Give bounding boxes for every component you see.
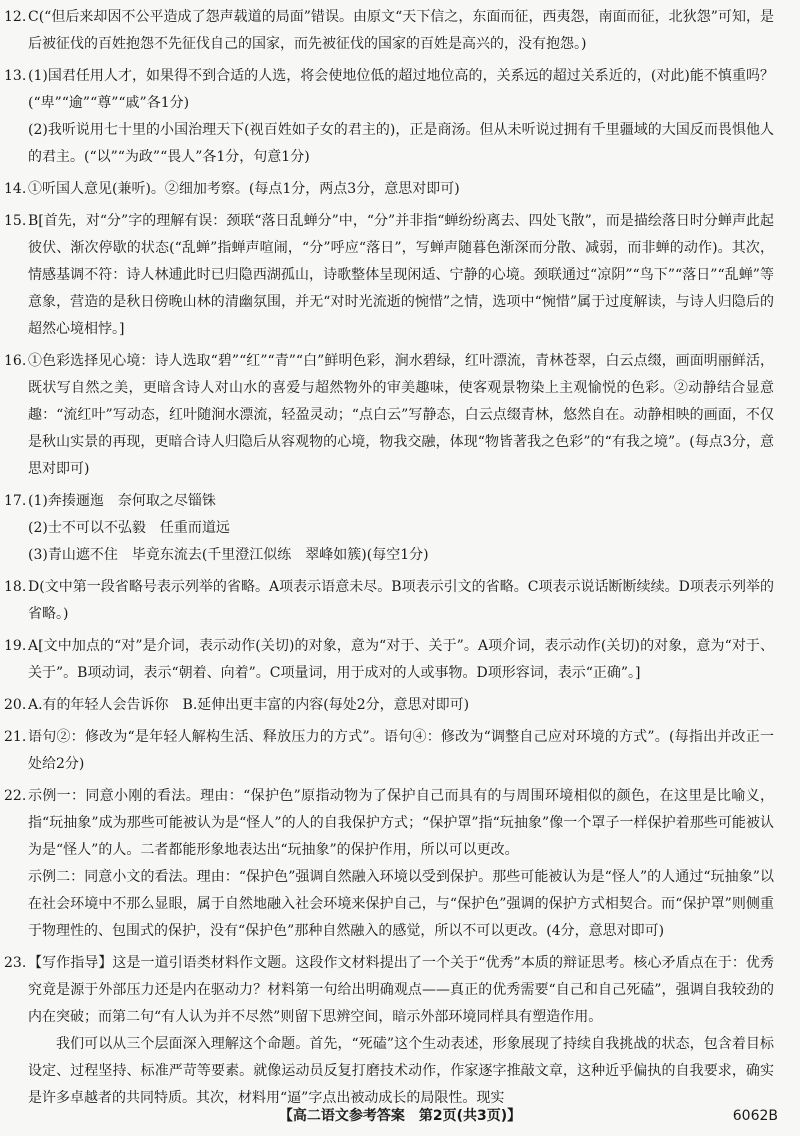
answer-text: D(文中第一段省略号表示列举的省略。A项表示语意未尽。B项表示引文的省略。C项表示说话断断续续。D项表示列举的省略。) — [28, 579, 774, 622]
answer-19 — [0, 633, 800, 687]
question-number: 23. — [4, 955, 27, 971]
answer-13 — [0, 63, 800, 171]
question-number: 19. — [4, 638, 27, 654]
answer-text: (1)国君任用人才，如果得不到合适的人选，将会使地位低的超过地位高的，关系远的超过关系近的，(对此)能不慎重吗？(“卑”“逾”“尊”“戚”各1分) — [28, 68, 774, 111]
question-number: 12. — [4, 9, 27, 25]
answer-text: A.有的年轻人会告诉你 B.延伸出更丰富的内容(每处2分，意思对即可) — [28, 697, 470, 713]
question-number: 16. — [4, 353, 27, 369]
answer-14 — [0, 176, 800, 203]
question-number: 15. — [4, 213, 27, 229]
answer-text: 示例二：同意小文的看法。理由：“保护色”强调自然融入环境以受到保护。那些可能被认为是“怪人”的人通过“玩抽象”以在社会环境中不那么显眼，属于自然地融入社会环境来保护自己，与“保护色”强调的保护方式相契合。而“保护罩”则侧重于物理性的、包围式的保护，没有“保护色”那种自然融入的感觉，所以不可以更改。(4分，意思对即可) — [28, 869, 774, 939]
question-number: 20. — [4, 697, 27, 713]
answer-text: (3)青山遮不住 毕竟东流去(千里澄江似练 翠峰如簇)(每空1分) — [28, 547, 429, 563]
question-number: 17. — [4, 493, 27, 509]
answer-text: C(“但后来却因不公平造成了怨声载道的局面”错误。由原文“天下信之，东面而征，西夷怨，南面而征，北狄怨”可知，是后被征伐的百姓抱怨不先征伐自己的国家，而先被征伐的国家的百姓是高兴的，没有抱怨。) — [28, 9, 774, 52]
answer-text: 语句②：修改为“是年轻人解构生活、释放压力的方式”。语句④：修改为“调整自己应对环境的方式”。(每指出并改正一处给2分) — [28, 729, 774, 772]
answer-text: (1)奔揍逦迤 奈何取之尽锱铢 — [28, 493, 216, 509]
question-number: 14. — [4, 181, 27, 197]
answer-text: (2)士不可以不弘毅 任重而道远 — [28, 520, 230, 536]
answer-12 — [0, 4, 800, 58]
answer-17 — [0, 488, 800, 569]
answer-text: 我们可以从三个层面深入理解这个命题。首先，“死磕”这个生动表述，形象展现了持续自我挑战的状态，包含着目标设定、过程坚持、标准严苛等要素。就像运动员反复打磨技术动作，作家逐字推敲文章，这种近乎偏执的自我要求，确实是许多卓越者的共同特质。其次，材料用“逼”字点出被动成长的局限性。现实 — [28, 1036, 774, 1106]
question-number: 13. — [4, 68, 27, 84]
answer-21 — [0, 724, 800, 778]
answer-text: (2)我听说用七十里的小国治理天下(视百姓如子女的君主的)，正是商汤。但从未听说过拥有千里疆域的大国反而畏惧他人的君主。(“以”“为政”“畏人”各1分，句意1分) — [28, 122, 774, 165]
answer-text: ①色彩选择见心境：诗人选取“碧”“红”“青”“白”鲜明色彩，涧水碧绿，红叶漂流，青林苍翠，白云点缀，画面明丽鲜活，既状写自然之美，更暗含诗人对山水的喜爱与超然物外的审美趣味，使客观景物染上主观愉悦的色彩。②动静结合显意趣：“流红叶”写动态，红叶随涧水漂流，轻盈灵动；“点白云”写静态，白云点缀青林，悠然自在。动静相映的画面，不仅是秋山实景的再现，更暗合诗人归隐后从容观物的心境，物我交融，体现“物皆著我之色彩”的“有我之境”。(每点3分，意思对即可) — [28, 353, 774, 477]
question-number: 22. — [4, 788, 27, 804]
answer-16 — [0, 348, 800, 483]
footer-code: 6062B — [732, 1108, 778, 1124]
footer-title: 【高二语文参考答案 第2页(共3页)】 — [278, 1108, 522, 1124]
page-footer — [0, 1104, 800, 1128]
answer-text: ①听国人意见(兼听)。②细加考察。(每点1分，两点3分，意思对即可) — [28, 181, 460, 197]
question-number: 21. — [4, 729, 27, 745]
answer-18 — [0, 574, 800, 628]
answer-text: 【写作指导】这是一道引语类材料作文题。这段作文材料提出了一个关于“优秀”本质的辩证思考。核心矛盾点在于：优秀究竟是源于外部压力还是内在驱动力？材料第一句给出明确观点——真正的优秀需要“自己和自己死磕”，强调自我较劲的内在突破；而第二句“有人认为并不尽然”则留下思辨空间，暗示外部环境同样具有塑造作用。 — [28, 955, 774, 1025]
answer-15 — [0, 208, 800, 343]
answer-23 — [0, 950, 800, 1112]
question-number: 18. — [4, 579, 27, 595]
answer-text: 示例一：同意小刚的看法。理由：“保护色”原指动物为了保护自己而具有的与周围环境相似的颜色，在这里是比喻义，指“玩抽象”成为那些可能被认为是“怪人”的人的自我保护方式；“保护罩”指“玩抽象”像一个罩子一样保护着那些可能被认为是“怪人”的人。二者都能形象地表达出“玩抽象”的保护作用，所以可以更改。 — [28, 788, 774, 858]
answer-text: A[文中加点的“对”是介词，表示动作(关切)的对象，意为“对于、关于”。A项介词，表示动作(关切)的对象，意为“对于、关于”。B项动词，表示“朝着、向着”。C项量词，用于成对的人或事物。D项形容词，表示“正确”。] — [28, 638, 774, 681]
answer-text: B[首先，对“分”字的理解有误：颈联“落日乱蝉分”中，“分”并非指“蝉纷纷离去、四处飞散”，而是描绘落日时分蝉声此起彼伏、渐次停歇的状态(“乱蝉”指蝉声喧闹，“分”呼应“落日”，写蝉声随暮色渐深而分散、减弱，而非蝉的动作)。其次，情感基调不符：诗人林逋此时已归隐西湖孤山，诗歌整体呈现闲适、宁静的心境。颈联通过“凉阴”“鸟下”“落日”“乱蝉”等意象，营造的是秋日傍晚山林的清幽氛围，并无“对时光流逝的惋惜”之情，选项中“惋惜”属于过度解读，与诗人归隐后的超然心境相悖。] — [28, 213, 774, 337]
answer-22 — [0, 783, 800, 945]
answers — [0, 4, 800, 1117]
answer-20 — [0, 692, 800, 719]
